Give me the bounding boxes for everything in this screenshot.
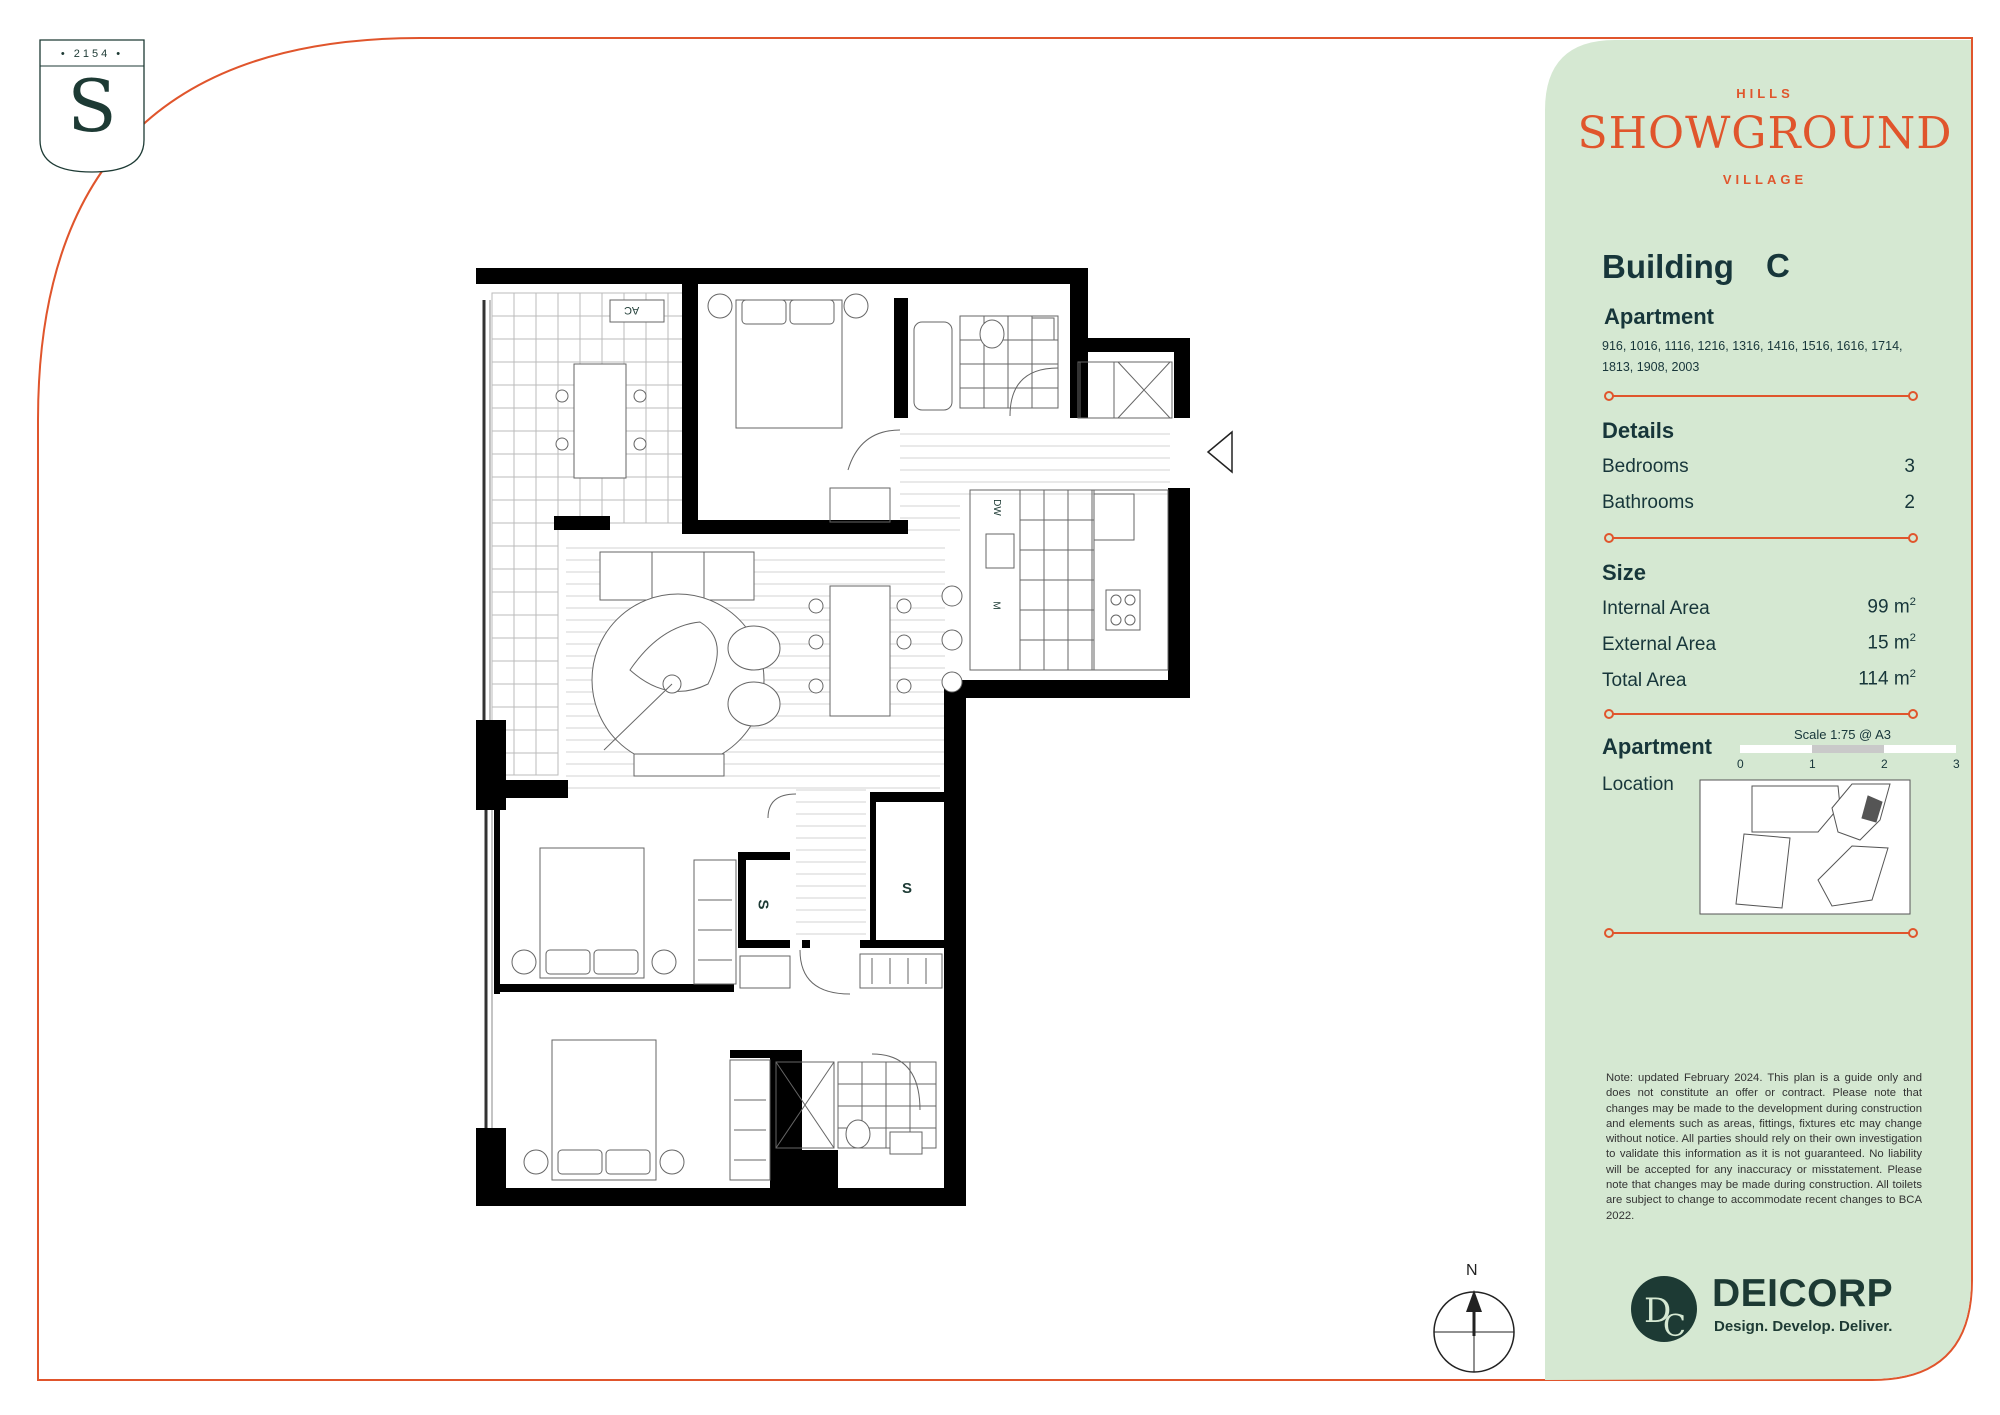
balcony-dining bbox=[556, 300, 664, 478]
bedrooms-value: 3 bbox=[1904, 456, 1915, 477]
scale-tick-1: 1 bbox=[1809, 757, 1816, 771]
emblem-code: • 2154 • bbox=[60, 48, 124, 60]
floor-plan bbox=[476, 268, 1190, 1206]
kitchen bbox=[970, 490, 1168, 670]
details-title: Details bbox=[1602, 418, 1675, 443]
brand-bottom: VILLAGE bbox=[1722, 172, 1808, 187]
disclaimer-note: Note: updated February 2024. This plan is a guide only and does not constitute an offer or contract. Please note that changes may be made to the development during construction and elements such as areas, fittings, fixtures etc may change without notice. All parties should rely on their own investigation to validate this information as it is not guaranteed. No liability will be accepted for any inaccuracy or misstatement. Please note that changes may be made during construction. All toilets are subject to change to accommodate recent changes to BCA 2022. bbox=[1606, 1072, 1922, 1222]
svg-text:D: D bbox=[1644, 1291, 1672, 1331]
scale-bar bbox=[1740, 745, 1956, 753]
bathrooms-label: Bathrooms bbox=[1602, 492, 1694, 513]
label-store-2: S bbox=[902, 880, 913, 897]
bathroom-1 bbox=[914, 316, 1172, 418]
building-label: Building bbox=[1602, 248, 1734, 285]
bathrooms-value: 2 bbox=[1904, 492, 1915, 513]
svg-text:C: C bbox=[1663, 1309, 1686, 1344]
scale-tick-0: 0 bbox=[1737, 757, 1744, 771]
apartment-numbers: 916, 1016, 1116, 1216, 1316, 1416, 1516, 1616, 1714, 1813, 1908, 2003 bbox=[1602, 339, 1903, 374]
north-label: N bbox=[1466, 1262, 1478, 1279]
bedroom-3 bbox=[524, 1040, 936, 1180]
bedrooms-label: Bedrooms bbox=[1602, 456, 1689, 477]
apartment-title: Apartment bbox=[1604, 304, 1715, 329]
size-title: Size bbox=[1602, 560, 1647, 585]
external-area-label: External Area bbox=[1602, 634, 1717, 655]
label-store-1: S bbox=[754, 899, 772, 910]
label-ac: AC bbox=[624, 304, 640, 316]
bedroom-1-furniture bbox=[708, 294, 900, 522]
developer-name: DEICORP bbox=[1712, 1272, 1894, 1315]
internal-area-value: 99 $m^2$ bbox=[1867, 596, 1916, 618]
brand-top: HILLS bbox=[1736, 86, 1794, 101]
label-dw: DW bbox=[990, 499, 1002, 516]
location-subtitle: Location bbox=[1602, 774, 1674, 795]
location-title: Apartment bbox=[1602, 734, 1713, 759]
emblem-letter: S bbox=[67, 64, 117, 148]
internal-area-label: Internal Area bbox=[1602, 598, 1710, 619]
bedroom-2 bbox=[512, 794, 942, 994]
total-area-value: 114 $m^2$ bbox=[1858, 668, 1916, 690]
scale-label: Scale 1:75 @ A3 bbox=[1794, 727, 1892, 742]
label-m: M bbox=[990, 601, 1002, 610]
developer-tagline: Design. Develop. Deliver. bbox=[1714, 1318, 1893, 1335]
external-area-value: 15 $m^2$ bbox=[1867, 632, 1916, 654]
location-map bbox=[1700, 780, 1910, 914]
living-furniture bbox=[592, 552, 962, 776]
total-area-label: Total Area bbox=[1602, 670, 1687, 691]
scale-tick-3: 3 bbox=[1953, 757, 1960, 771]
scale-tick-2: 2 bbox=[1881, 757, 1888, 771]
brand-main: SHOWGROUND bbox=[1577, 108, 1953, 159]
entry-arrow-icon bbox=[1208, 432, 1232, 472]
building-value: C bbox=[1766, 247, 1790, 284]
north-compass-icon bbox=[1434, 1290, 1514, 1372]
